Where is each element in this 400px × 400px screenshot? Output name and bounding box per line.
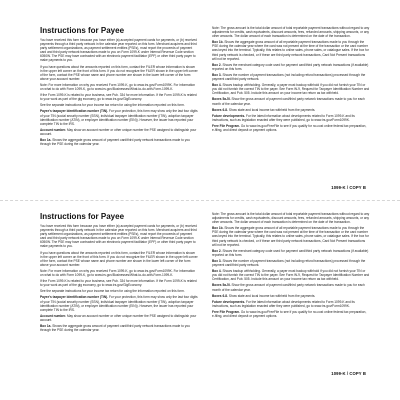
instruction-paragraph — [40, 295, 198, 311]
instruction-paragraph — [40, 83, 198, 91]
left-column — [40, 212, 198, 362]
paragraph-text: Note: For more information on why you received Form 1099-K, go to www.irs.gov/Form1099K. For information on what to do with Form 1099-K, go to www.irs.gov/Businesses/What-to-do-with-Form-1099-K. — [40, 82, 196, 92]
instruction-paragraph — [212, 108, 370, 112]
paragraph-heading: Free File Program. — [212, 309, 240, 314]
instruction-paragraph — [212, 124, 370, 132]
instruction-paragraph — [212, 40, 370, 60]
paragraph-text: Shows the merchant category code used for payment card/third party network transactions (if available) reported on this form. — [212, 62, 369, 71]
paragraph-heading: Box 4. — [212, 83, 222, 88]
paragraph-text: Shows the aggregate gross amount of payment card/third party network transactions made to you through the PSE during the calendar year. — [40, 137, 190, 147]
paragraph-text: Shows the merchant category code used for payment card/third party network transactions (if available) reported on this form. — [212, 248, 369, 257]
form-copy-label: 1099-K / COPY B — [331, 185, 366, 190]
left-paragraphs — [40, 38, 198, 146]
instruction-columns — [40, 212, 370, 362]
form-copy-label: 1099-K / COPY B — [331, 371, 366, 376]
paragraph-text: May show an account number or other unique number the PSE assigned to distinguish your account. — [40, 313, 197, 322]
paragraph-heading: Box 1a. — [40, 137, 52, 142]
paragraph-text: If you have questions about the amounts reported on this form, contact the FILER whose information is shown in the upper left corner on the front of this form. If you do not recognize the FILER shown in the upper left corner of the form, contact the PSE whose name and phone number are shown in the lower left corner of the form above your account number. — [40, 64, 198, 81]
paragraph-text: Show the gross amount of payment card/third party network transactions made to you for each month of the calendar year. — [212, 283, 365, 292]
paragraph-heading: Box 1a. — [40, 323, 52, 328]
instruction-paragraph — [212, 249, 370, 257]
paragraph-heading: Future developments. — [212, 299, 246, 304]
instruction-paragraph — [212, 97, 370, 105]
instruction-paragraph — [212, 283, 370, 291]
paragraph-text: See the separate instructions for your income tax return for using the information reported on this form. — [40, 103, 185, 108]
left-column — [40, 26, 198, 176]
paragraph-heading: Account number. — [40, 127, 67, 132]
paragraph-text: Shows the aggregate gross amount of all reportable payment transactions made to you through the PSE during the calendar year where the card was not present at the time of the transaction or the card number was keyed into the terminal. Typically, this relates to online sales, phone sales, or catalogue sales. If the box for third party network is checked, or if these are third party network transactions, Card Not Present transactions will not be reported. — [212, 226, 369, 247]
paragraph-text: For the latest information about developments related to Form 1099-K and its instructions, such as legislation enacted after they were published, go to www.irs.gov/Form1099K. — [212, 299, 355, 308]
paragraph-text: Shows the aggregate gross amount of payment card/third party network transactions made to you through the PSE during the calendar year. — [40, 323, 190, 333]
paragraph-text: You have received this form because you have either (a) accepted payment cards for payments, or (b) received payments through a third party network in the calendar year reported on this form. Merchant acquirers and third party settlement organizations, as payment settlement entities (PSEs), must report the proceeds of payment card and third party network transactions made to you on Form 1099-K under Internal Revenue Code section 6050W. The PSE may have contracted with an electronic payment facilitator (EPF) or other third party payer to make payments to you. — [40, 224, 197, 249]
paragraph-heading: Boxes 5a-5l. — [212, 283, 231, 288]
paragraph-heading: Box 1b. — [212, 226, 224, 231]
right-column — [212, 212, 370, 362]
paragraph-text: Shows the number of payment transactions (not including refund transactions) processed through the payment card/third party network. — [212, 72, 366, 82]
paragraph-heading: Box 3. — [212, 258, 222, 263]
instruction-paragraph — [40, 128, 198, 136]
instruction-paragraph — [212, 300, 370, 308]
paragraph-text: If you have questions about the amounts reported on this form, contact the FILER whose information is shown in the upper left corner on the front of this form. If you do not recognize the FILER shown in the upper left corner of the form, contact the PSE whose name and phone number are shown in the lower left corner of the form above your account number. — [40, 250, 198, 267]
instruction-paragraph — [212, 63, 370, 71]
paragraph-text: For your protection, this form may show only the last four digits of your TIN (social security number (SSN), individual taxpayer identification number (ITIN), adoption taxpayer identification number (ATIN), or employer identification number (EIN)). However, the issuer has reported your complete TIN to the IRS. — [40, 109, 198, 126]
instruction-paragraph — [212, 310, 370, 318]
paragraph-text: Shows backup withholding. Generally, a payer must backup withhold if you did not furnish your TIN or you did not furnish the correct TIN to the payer. See Form W-9, Request for Taxpayer Identification Number and Certification, and Pub. 505. Include this amount on your income tax return as tax withheld. — [212, 83, 370, 96]
paragraph-text: Go to www.irs.gov/FreeFile to see if you qualify for no-cost online federal tax preparation, e-filing, and direct deposit or payment options. — [212, 309, 367, 318]
paragraph-text: For the latest information about developments related to Form 1099-K and its instructions, such as legislation enacted after they were published, go to www.irs.gov/Form1099K. — [212, 113, 355, 122]
paragraph-text: Shows the number of payment transactions (not including refund transactions) processed through the payment card/third party network. — [212, 258, 366, 268]
instruction-paragraph — [40, 324, 198, 332]
instruction-paragraph — [212, 226, 370, 246]
instruction-paragraph — [212, 212, 370, 224]
instruction-paragraph — [212, 259, 370, 267]
instruction-paragraph — [40, 269, 198, 277]
paragraph-heading: Box 3. — [212, 72, 222, 77]
paragraph-heading: Account number. — [40, 313, 67, 318]
paragraph-text: Go to www.irs.gov/FreeFile to see if you qualify for no-cost online federal tax preparation, e-filing, and direct deposit or payment options. — [212, 123, 367, 132]
paragraph-heading: Box 2. — [212, 248, 222, 253]
section-title: Instructions for Payee — [40, 212, 125, 221]
instruction-paragraph — [212, 83, 370, 95]
paragraph-text: Note: The gross amount is the total dollar amount of total reportable payment transactions without regard to any adjustments for credits, cash equivalents, discount amounts, fees, refunded amounts, shipping amounts, or any other amounts. The dollar amount of each transaction is determined on the date of the transaction. — [212, 26, 370, 39]
instruction-columns — [40, 26, 370, 176]
paragraph-heading: Future developments. — [212, 113, 246, 118]
paragraph-heading: Free File Program. — [212, 123, 240, 128]
instruction-paragraph — [212, 73, 370, 81]
instruction-paragraph — [40, 93, 198, 101]
paragraph-text: If the Form 1099-K is related to your business, see Pub. 334 for more information. If the Form 1099-K is related to your work as part of the gig economy, go to www.irs.gov/GigEconomy. — [40, 93, 197, 102]
paragraph-heading: Box 2. — [212, 62, 222, 67]
instruction-paragraph — [40, 314, 198, 322]
instruction-paragraph — [40, 138, 198, 146]
paragraph-heading: Boxes 6-8. — [212, 107, 228, 112]
instruction-paragraph — [40, 279, 198, 287]
paragraph-text: For your protection, this form may show only the last four digits of your TIN (social security number (SSN), individual taxpayer identification number (ITIN), adoption taxpayer identification number (ATIN), or employer identification number (EIN)). However, the issuer has reported your complete TIN to the IRS. — [40, 295, 198, 312]
paragraph-text: If the Form 1099-K is related to your business, see Pub. 334 for more information. If the Form 1099-K is related to your work as part of the gig economy, go to www.irs.gov/GigEconomy. — [40, 279, 197, 288]
paragraph-heading: Boxes 6-8. — [212, 293, 228, 298]
paragraph-heading: Payee's taxpayer identification number (TIN). — [40, 109, 109, 114]
instruction-paragraph — [40, 289, 198, 293]
instruction-paragraph — [40, 109, 198, 125]
paragraph-text: May show an account number or other unique number the PSE assigned to distinguish your account. — [40, 127, 197, 136]
paragraph-text: Shows backup withholding. Generally, a payer must backup withhold if you did not furnish your TIN or you did not furnish the correct TIN to the payer. See Form W-9, Request for Taxpayer Identification Number and Certification, and Pub. 505. Include this amount on your income tax return as tax withheld. — [212, 269, 370, 282]
paragraph-heading: Box 1b. — [212, 40, 224, 45]
paragraph-text: Show the gross amount of payment card/third party network transactions made to you for each month of the calendar year. — [212, 97, 365, 106]
paragraph-text: Show state and local income tax withheld from the payments. — [228, 107, 316, 112]
instruction-paragraph — [40, 251, 198, 267]
right-paragraphs — [212, 212, 370, 318]
instruction-paragraph — [212, 26, 370, 38]
right-paragraphs — [212, 26, 370, 132]
paragraph-heading: Boxes 5a-5l. — [212, 97, 231, 102]
instruction-paragraph — [40, 103, 198, 107]
copy-b-instructions-bottom — [40, 212, 370, 382]
right-column — [212, 26, 370, 176]
paragraph-text: Shows the aggregate gross amount of all reportable payment transactions made to you through the PSE during the calendar year where the card was not present at the time of the transaction or the card number was keyed into the terminal. Typically, this relates to online sales, phone sales, or catalogue sales. If the box for third party network is checked, or if these are third party network transactions, Card Not Present transactions will not be reported. — [212, 40, 369, 61]
paragraph-text: See the separate instructions for your income tax return for using the information reported on this form. — [40, 289, 185, 294]
paragraph-heading: Payee's taxpayer identification number (TIN). — [40, 295, 109, 300]
paragraph-text: Show state and local income tax withheld from the payments. — [228, 293, 316, 298]
paragraph-text: Note: For more information on why you received Form 1099-K, go to www.irs.gov/Form1099K. For information on what to do with Form 1099-K, go to www.irs.gov/Businesses/What-to-do-with-Form-1099-K. — [40, 268, 196, 278]
section-title: Instructions for Payee — [40, 26, 125, 35]
paragraph-heading: Box 4. — [212, 269, 222, 274]
instruction-paragraph — [40, 65, 198, 81]
instruction-paragraph — [212, 114, 370, 122]
copy-b-instructions-top — [40, 26, 370, 196]
paragraph-text: You have received this form because you have either (a) accepted payment cards for payments, or (b) received payments through a third party network in the calendar year reported on this form. Merchant acquirers and third party settlement organizations, as payment settlement entities (PSEs), must report the proceeds of payment card and third party network transactions made to you on Form 1099-K under Internal Revenue Code section 6050W. The PSE may have contracted with an electronic payment facilitator (EPF) or other third party payer to make payments to you. — [40, 38, 197, 63]
instruction-paragraph — [212, 269, 370, 281]
left-paragraphs — [40, 224, 198, 332]
instruction-paragraph — [40, 38, 198, 63]
perforation-divider — [0, 200, 400, 201]
paragraph-text: Note: The gross amount is the total dollar amount of total reportable payment transactions without regard to any adjustments for credits, cash equivalents, discount amounts, fees, refunded amounts, shipping amounts, or any other amounts. The dollar amount of each transaction is determined on the date of the transaction. — [212, 212, 370, 225]
instruction-paragraph — [40, 224, 198, 249]
instruction-paragraph — [212, 294, 370, 298]
